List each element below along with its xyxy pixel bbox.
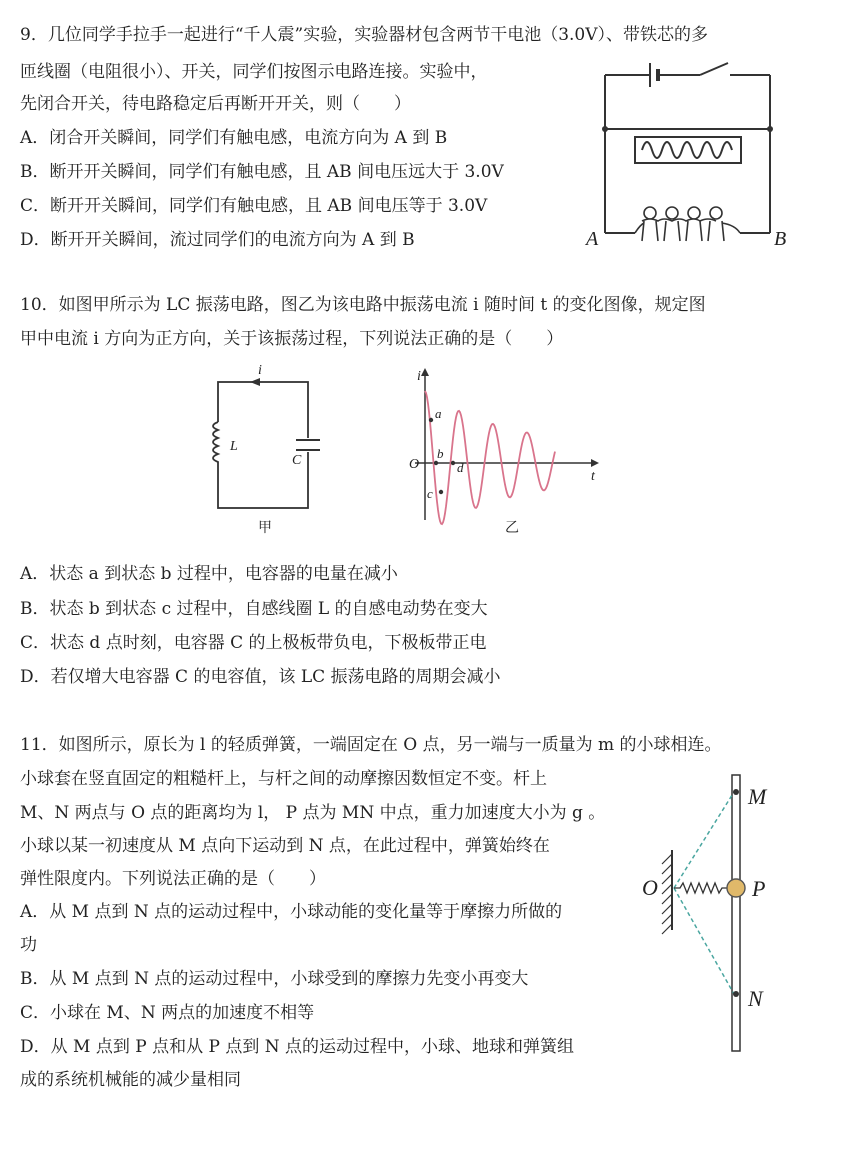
q10-stem-line-1: 10．如图甲所示为 LC 振荡电路，图乙为该电路中振荡电流 i 随时间 t 的变化图像，规定图 — [20, 295, 706, 315]
q9-stem-line-1: 9．几位同学手拉手一起进行“千人震”实验，实验器材包含两节干电池（3.0V）、带铁芯的多 — [20, 25, 709, 45]
q10-lc-circuit-figure — [200, 360, 340, 540]
q9-option-d: D．断开开关瞬间，流过同学们的电流方向为 A 到 B — [20, 230, 415, 250]
q11-stem-line-5: 弹性限度内。下列说法正确的是（ ） — [20, 869, 326, 889]
students-icon — [635, 207, 740, 241]
oscillation-curve — [425, 391, 555, 524]
spring-icon — [674, 883, 728, 893]
point-b — [434, 461, 438, 465]
q11-option-d-cont: 成的系统机械能的减少量相同 — [20, 1070, 241, 1090]
lc-capacitor-label: C — [292, 453, 302, 468]
graph-label-b: b — [437, 446, 444, 461]
label-m: M — [748, 784, 767, 809]
q11-option-a-cont: 功 — [20, 935, 37, 955]
q9-circuit-figure — [580, 55, 800, 265]
q10-stem-line-2: 甲中电流 i 方向为正方向，关于该振荡过程，下列说法正确的是（ ） — [20, 329, 564, 349]
graph-y-label: i — [417, 369, 421, 384]
dash-om — [674, 792, 734, 888]
point-n — [733, 991, 739, 997]
graph-label-d: d — [457, 460, 464, 475]
lc-inductor-label: L — [230, 439, 238, 454]
graph-caption: 乙 — [505, 521, 519, 536]
q10-option-c: C．状态 d 点时刻，电容器 C 的上极板带负电，下极板带正电 — [20, 633, 487, 653]
q11-option-b: B．从 M 点到 N 点的运动过程中，小球受到的摩擦力先变小再变大 — [20, 969, 529, 989]
q9-label-b: B — [774, 228, 787, 250]
ball-p — [727, 879, 745, 897]
vertical-rod — [732, 775, 740, 1051]
q9-label-a: A — [586, 228, 599, 250]
q10-option-a: A．状态 a 到状态 b 过程中，电容器的电量在减小 — [20, 564, 398, 584]
q11-stem-line-4: 小球以某一初速度从 M 点向下运动到 N 点，在此过程中，弹簧始终在 — [20, 836, 550, 856]
q11-option-d: D．从 M 点到 P 点和从 P 点到 N 点的运动过程中，小球、地球和弹簧组 — [20, 1037, 575, 1057]
dash-on — [674, 888, 734, 994]
q10-option-d: D．若仅增大电容器 C 的电容值，该 LC 振荡电路的周期会减小 — [20, 667, 501, 687]
point-c — [439, 490, 443, 494]
label-o: O — [642, 875, 658, 900]
label-n: N — [748, 986, 763, 1011]
q11-stem-line-2: 小球套在竖直固定的粗糙杆上，与杆之间的动摩擦因数恒定不变。杆上 — [20, 769, 547, 789]
point-a — [429, 418, 433, 422]
switch-blade — [700, 63, 728, 75]
current-arrow-icon — [250, 378, 260, 386]
q11-spring-figure — [630, 770, 810, 1060]
graph-label-a: a — [435, 406, 442, 421]
q11-stem-line-3: M、N 两点与 O 点的距离均为 l， P 点为 MN 中点，重力加速度大小为 g 。 — [20, 803, 606, 823]
graph-label-c: c — [427, 486, 433, 501]
label-p: P — [752, 876, 766, 901]
lc-current-label: i — [258, 363, 262, 378]
graph-x-label: t — [591, 469, 595, 484]
q9-option-c: C．断开开关瞬间，同学们有触电感，且 AB 间电压等于 3.0V — [20, 196, 488, 216]
q9-option-b: B．断开开关瞬间，同学们有触电感，且 AB 间电压远大于 3.0V — [20, 162, 504, 182]
q10-oscillation-graph — [395, 360, 615, 540]
q9-option-a: A．闭合开关瞬间，同学们有触电感，电流方向为 A 到 B — [20, 128, 448, 148]
q9-stem-line-2: 匝线圈（电阻很小）、开关，同学们按图示电路连接。实验中， — [20, 62, 488, 82]
point-d — [451, 461, 455, 465]
q10-option-b: B．状态 b 到状态 c 过程中，自感线圈 L 的自感电动势在变大 — [20, 599, 488, 619]
q11-stem-line-1: 11．如图所示，原长为 l 的轻质弹簧，一端固定在 O 点，另一端与一质量为 m 的小球相连。 — [20, 735, 722, 755]
iron-core-coil — [635, 137, 741, 163]
lc-caption: 甲 — [258, 521, 272, 536]
point-m — [733, 789, 739, 795]
q11-option-c: C．小球在 M、N 两点的加速度不相等 — [20, 1003, 315, 1023]
q11-option-a: A．从 M 点到 N 点的运动过程中，小球动能的变化量等于摩擦力所做的 — [20, 902, 563, 922]
graph-origin-label: O — [409, 457, 420, 472]
q9-stem-line-3: 先闭合开关，待电路稳定后再断开开关，则（ ） — [20, 94, 411, 114]
